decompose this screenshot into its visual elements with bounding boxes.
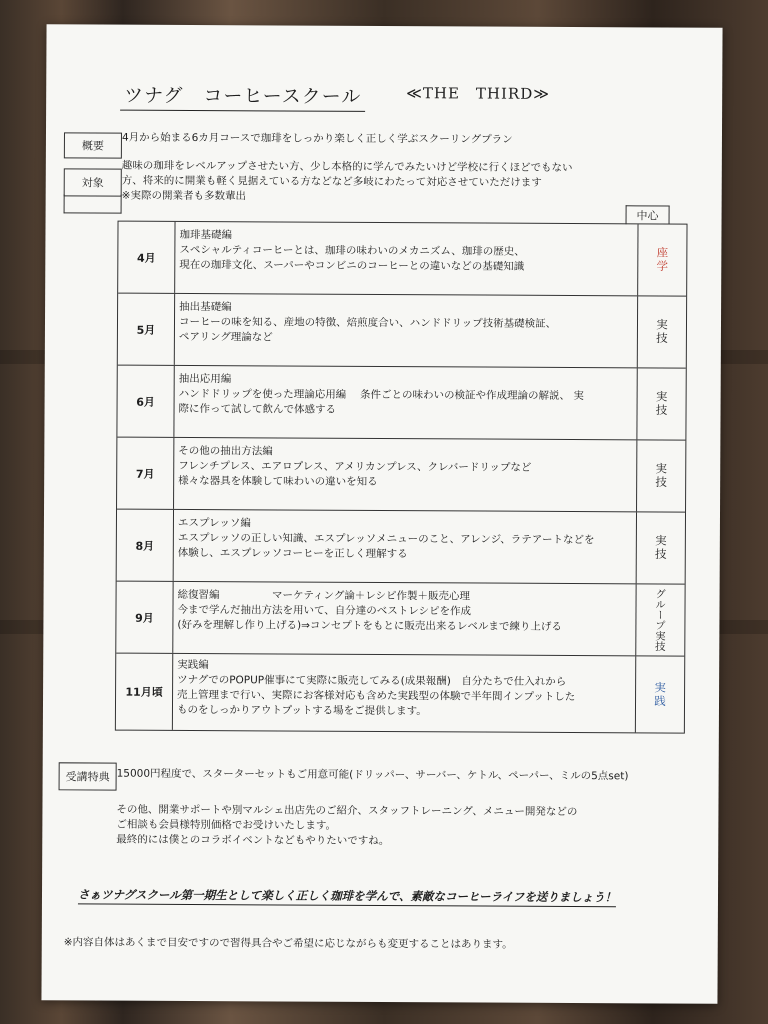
category-cell: 実技 [654, 462, 669, 490]
page-subtitle: ≪THE THIRD≫ [406, 84, 551, 103]
content-line: ものをしっかりアウトプットする場をご提供します。 [176, 703, 427, 718]
target-line: ※実際の開業者も多数輩出 [121, 189, 247, 203]
content-cell [175, 294, 638, 367]
slogan: さぁツナグスクール第一期生として楽しく正しく珈琲を学んで、素敵なコーヒーライフを送りましょう！ [78, 886, 616, 907]
month-cell: 6月 [117, 366, 174, 437]
content-cell [175, 222, 638, 295]
page-title: ツナグ コーヒースクール [120, 81, 365, 112]
content-cell [174, 366, 637, 439]
content-cell [173, 654, 636, 732]
other-info [116, 803, 577, 850]
content-line: 体験し、エスプレッソコーヒーを正しく理解する [177, 546, 408, 561]
benefit-text: 15000円程度で、スターターセットもご用意可能(ドリッパー、サーバー、ケトル、ペーパー、ミルの5点set) [116, 767, 629, 783]
content-line: エスプレッソ編 [177, 516, 251, 530]
content-line: コーヒーの味を知る、産地の特徴、焙煎度合い、ハンドドリップ技術基礎検証、 [178, 315, 557, 330]
content-cell [174, 510, 637, 583]
month-cell: 9月 [116, 582, 173, 653]
content-line: エスプレッソの正しい知識、エスプレッソメニューのこと、アレンジ、ラテアートなどを [177, 531, 595, 547]
table-row [117, 510, 685, 585]
schedule-table [115, 221, 688, 734]
month-cell: 4月 [118, 222, 175, 293]
target-label-box [64, 194, 122, 213]
content-line: ハンドドリップを使った理論応用編 条件ごとの味わいの検証や作成理論の解説、 実 [178, 387, 584, 403]
center-label: 中心 [626, 205, 670, 224]
flyer-paper [41, 24, 722, 1004]
overview-label: 概要 [64, 132, 122, 158]
category-cell: 実践 [652, 680, 668, 708]
content-line: (好みを理解し作り上げる)⇒コンセプトをもとに販売出来るレベルまで練り上げる [177, 618, 562, 633]
content-line: フレンチプレス、エアロプレス、アメリカンプレス、クレバードリップなど [178, 459, 532, 474]
month-cell: 7月 [117, 438, 174, 509]
content-line: 抽出基礎編 [179, 300, 232, 314]
content-line: 抽出応用編 [178, 372, 232, 386]
content-line: 現在の珈琲文化、スーパーやコンビニのコーヒーとの違いなどの基礎知識 [179, 258, 525, 273]
overview-text: 4月から始まる6カ月コースで珈琲をしっかり楽しく正しく学ぶスクーリングプラン [121, 131, 513, 146]
month-cell: 5月 [118, 294, 175, 365]
content-line: 売上管理まで行い、実際にお客様対応も含めた実践型の体験で半年間インプットした [177, 688, 576, 704]
content-line: ツナグでのPOPUP催事にて実際に販売してみる(成果報酬) 自分たちで仕入れから [177, 673, 567, 688]
other-line: ご相談も会員様特別価格でお受けいたします。 [116, 818, 337, 832]
content-line: 今まで学んだ抽出方法を用いて、自分達のベストレシピを作成 [177, 603, 472, 618]
disclaimer-note: ※内容自体はあくまで目安ですので習得具合やご希望に応じながらも変更することはあります。 [63, 936, 513, 951]
target-line: 方、将来的に開業も軽く見据えている方などなど多岐にわたって対応させていただけます [121, 174, 542, 189]
content-line: その他の抽出方法編 [178, 444, 273, 458]
table-row [117, 366, 685, 441]
month-cell: 11月頃 [116, 654, 173, 730]
table-row [118, 222, 686, 297]
target-text [122, 159, 573, 206]
table-row [116, 582, 684, 657]
content-line: 様々な器具を体験して味わいの違いを知る [178, 474, 378, 488]
content-line: 珈琲基礎編 [179, 228, 232, 242]
table-row [117, 438, 685, 513]
category-cell: 座学 [655, 246, 670, 274]
other-line: 最終的には僕とのコラボイベントなどもやりたいですね。 [116, 833, 390, 848]
table-row [118, 294, 686, 369]
content-line: スペシャルティコーヒーとは、珈琲の味わいのメカニズム、珈琲の歴史、 [179, 243, 525, 258]
category-cell: 実技 [654, 318, 670, 346]
content-cell [174, 438, 637, 511]
other-line: その他、開業サポートや別マルシェ出店先のご紹介、スタッフトレーニング、メニュー開発などの [116, 803, 578, 819]
content-line: ペアリング理論など [178, 330, 273, 344]
category-cell: グループ実技 [653, 588, 667, 652]
content-line: 実践編 [177, 658, 209, 672]
target-line: 趣味の珈琲をレベルアップさせたい方、少し本格的に学んでみたいけど学校に行くほどでもない [121, 159, 573, 174]
content-line: 総復習編 マーケティング論＋レシピ作製＋販売心理 [177, 588, 471, 603]
category-cell: 実技 [653, 534, 668, 562]
target-label: 対象 [64, 168, 122, 196]
content-line: 際に作って試して飲んで体感する [178, 402, 337, 416]
benefit-label: 受講特典 [59, 762, 117, 790]
month-cell: 8月 [117, 510, 174, 581]
table-row [116, 654, 684, 733]
content-cell [173, 582, 636, 655]
category-cell: 実技 [654, 390, 669, 418]
